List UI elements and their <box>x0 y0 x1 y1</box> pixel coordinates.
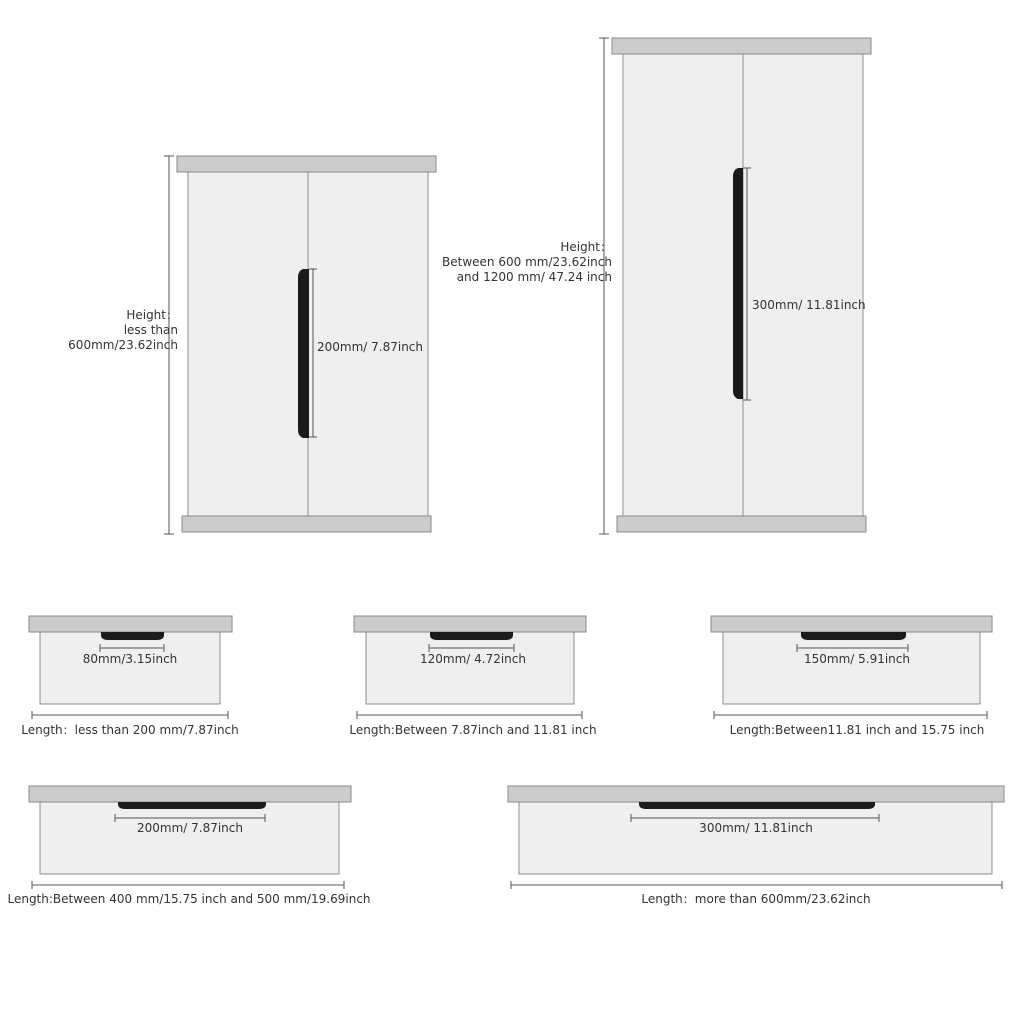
drawer-5-top <box>508 786 1004 802</box>
drawer-2 <box>354 616 586 719</box>
cabinet-short-handle <box>298 269 309 438</box>
cabinet-short-handle-label: 200mm/ 7.87inch <box>317 340 424 354</box>
drawer-5-length-label: Length：more than 600mm/23.62inch <box>641 892 871 906</box>
drawer-2-handle-label: 120mm/ 4.72inch <box>419 652 527 666</box>
cabinet-tall-height-dimension <box>599 38 609 534</box>
drawer-1-top <box>29 616 232 632</box>
cabinet-tall-handle-label: 300mm/ 11.81inch <box>752 298 866 312</box>
drawer-1-handle-label: 80mm/3.15inch <box>82 652 178 666</box>
drawer-2-panel <box>366 631 574 704</box>
drawer-3-top <box>711 616 992 632</box>
drawer-4-handle-label: 200mm/ 7.87inch <box>136 821 244 835</box>
cabinet-tall-handle <box>733 168 743 399</box>
drawer-4-handle <box>118 802 266 809</box>
drawer-3-handle-label: 150mm/ 5.91inch <box>803 652 911 666</box>
drawer-4-length-dimension <box>32 881 344 889</box>
drawer-2-length-dimension <box>357 711 582 719</box>
cabinet-tall <box>599 38 871 534</box>
drawer-3-panel <box>723 631 980 704</box>
drawer-3 <box>711 616 992 719</box>
drawer-4 <box>29 786 351 889</box>
drawer-1-panel <box>40 631 220 704</box>
drawer-4-top <box>29 786 351 802</box>
cabinet-tall-base <box>617 516 866 532</box>
drawer-1 <box>29 616 232 719</box>
drawer-5-length-dimension <box>511 881 1002 889</box>
cabinet-short-height-line-1: Height： <box>126 308 178 322</box>
cabinet-short-height-line-2: less than <box>123 323 178 337</box>
drawer-3-length-dimension <box>714 711 987 719</box>
drawer-5-handle-label: 300mm/ 11.81inch <box>699 821 813 835</box>
drawer-4-length-label: Length:Between 400 mm/15.75 inch and 500 mm/19.69inch <box>7 892 371 906</box>
cabinet-short-height-label <box>68 308 178 353</box>
drawer-1-length-dimension <box>32 711 228 719</box>
drawer-2-handle <box>430 632 513 640</box>
cabinet-short-height-line-3: 600mm/23.62inch <box>68 338 178 352</box>
drawer-5-panel <box>519 801 992 874</box>
cabinet-tall-height-line-3: and 1200 mm/ 47.24 inch <box>456 270 612 284</box>
drawer-1-length-label: Length：less than 200 mm/7.87inch <box>21 723 239 737</box>
drawer-5-handle <box>639 802 875 809</box>
drawer-1-handle <box>101 632 164 640</box>
cabinet-short-top <box>177 156 436 172</box>
drawer-4-panel <box>40 801 339 874</box>
cabinet-tall-top <box>612 38 871 54</box>
cabinet-short-base <box>182 516 431 532</box>
drawer-2-top <box>354 616 586 632</box>
drawer-3-length-label: Length:Between11.81 inch and 15.75 inch <box>729 723 985 737</box>
drawer-5 <box>508 786 1004 889</box>
cabinet-tall-height-line-2: Between 600 mm/23.62inch <box>442 255 612 269</box>
drawer-3-handle <box>801 632 906 640</box>
drawer-2-length-label: Length:Between 7.87inch and 11.81 inch <box>349 723 597 737</box>
cabinet-tall-height-label <box>442 240 612 285</box>
cabinet-tall-height-line-1: Height： <box>560 240 612 254</box>
